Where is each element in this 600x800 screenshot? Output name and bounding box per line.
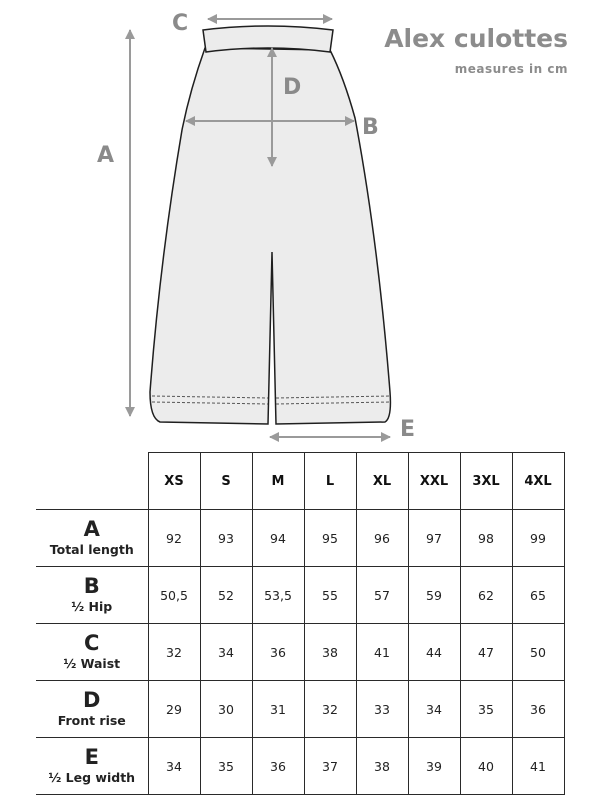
table-cell: 36 <box>252 624 304 681</box>
culottes-body <box>150 48 390 424</box>
row-header <box>36 738 148 795</box>
page-title: Alex culottes <box>384 24 568 53</box>
size-header-row <box>36 453 564 510</box>
row-header <box>36 510 148 567</box>
row-letter: D <box>83 688 101 712</box>
label-a: A <box>97 143 115 168</box>
row-label: ½ Leg width <box>48 770 136 785</box>
table-cell: 55 <box>304 567 356 624</box>
size-table <box>36 452 565 795</box>
table-cell: 33 <box>356 681 408 738</box>
table-cell: 35 <box>460 681 512 738</box>
table-cell: 53,5 <box>252 567 304 624</box>
table-cell: 99 <box>512 510 564 567</box>
table-row <box>36 567 564 624</box>
table-cell: 93 <box>200 510 252 567</box>
table-cell: 30 <box>200 681 252 738</box>
row-letter: E <box>84 745 99 769</box>
header-corner <box>36 453 148 510</box>
table-cell: 38 <box>356 738 408 795</box>
table-cell: 39 <box>408 738 460 795</box>
row-header <box>36 681 148 738</box>
table-cell: 57 <box>356 567 408 624</box>
table-cell: 31 <box>252 681 304 738</box>
table-cell: 41 <box>512 738 564 795</box>
label-b: B <box>362 115 379 140</box>
size-header: XL <box>356 453 408 510</box>
table-cell: 65 <box>512 567 564 624</box>
size-header: 4XL <box>512 453 564 510</box>
row-letter: C <box>84 631 100 655</box>
row-label: Total length <box>49 542 134 557</box>
size-header: S <box>200 453 252 510</box>
table-cell: 52 <box>200 567 252 624</box>
table-cell: 59 <box>408 567 460 624</box>
row-label: ½ Waist <box>63 656 121 671</box>
table-cell: 92 <box>148 510 200 567</box>
table-cell: 29 <box>148 681 200 738</box>
table-cell: 62 <box>460 567 512 624</box>
table-cell: 34 <box>200 624 252 681</box>
table-cell: 40 <box>460 738 512 795</box>
size-header: 3XL <box>460 453 512 510</box>
row-header <box>36 567 148 624</box>
table-cell: 37 <box>304 738 356 795</box>
table-cell: 47 <box>460 624 512 681</box>
waistband <box>203 26 333 52</box>
table-cell: 98 <box>460 510 512 567</box>
table-cell: 35 <box>200 738 252 795</box>
table-cell: 34 <box>148 738 200 795</box>
row-label: Front rise <box>57 713 126 728</box>
table-cell: 44 <box>408 624 460 681</box>
table-cell: 34 <box>408 681 460 738</box>
table-row <box>36 681 564 738</box>
table-row <box>36 510 564 567</box>
table-cell: 41 <box>356 624 408 681</box>
table-cell: 94 <box>252 510 304 567</box>
table-cell: 96 <box>356 510 408 567</box>
table-row <box>36 624 564 681</box>
size-header: L <box>304 453 356 510</box>
label-c: C <box>172 11 189 36</box>
size-header: M <box>252 453 304 510</box>
table-cell: 50,5 <box>148 567 200 624</box>
table-cell: 50 <box>512 624 564 681</box>
row-header <box>36 624 148 681</box>
table-cell: 97 <box>408 510 460 567</box>
table-cell: 32 <box>304 681 356 738</box>
row-label: ½ Hip <box>71 599 113 614</box>
size-header: XS <box>148 453 200 510</box>
table-row <box>36 738 564 795</box>
table-cell: 36 <box>512 681 564 738</box>
table-cell: 38 <box>304 624 356 681</box>
label-e: E <box>400 417 416 442</box>
row-letter: A <box>83 517 100 541</box>
page-subtitle: measures in cm <box>454 62 568 76</box>
size-header: XXL <box>408 453 460 510</box>
label-d: D <box>283 75 302 100</box>
table-cell: 32 <box>148 624 200 681</box>
table-cell: 95 <box>304 510 356 567</box>
table-cell: 36 <box>252 738 304 795</box>
row-letter: B <box>83 574 100 598</box>
